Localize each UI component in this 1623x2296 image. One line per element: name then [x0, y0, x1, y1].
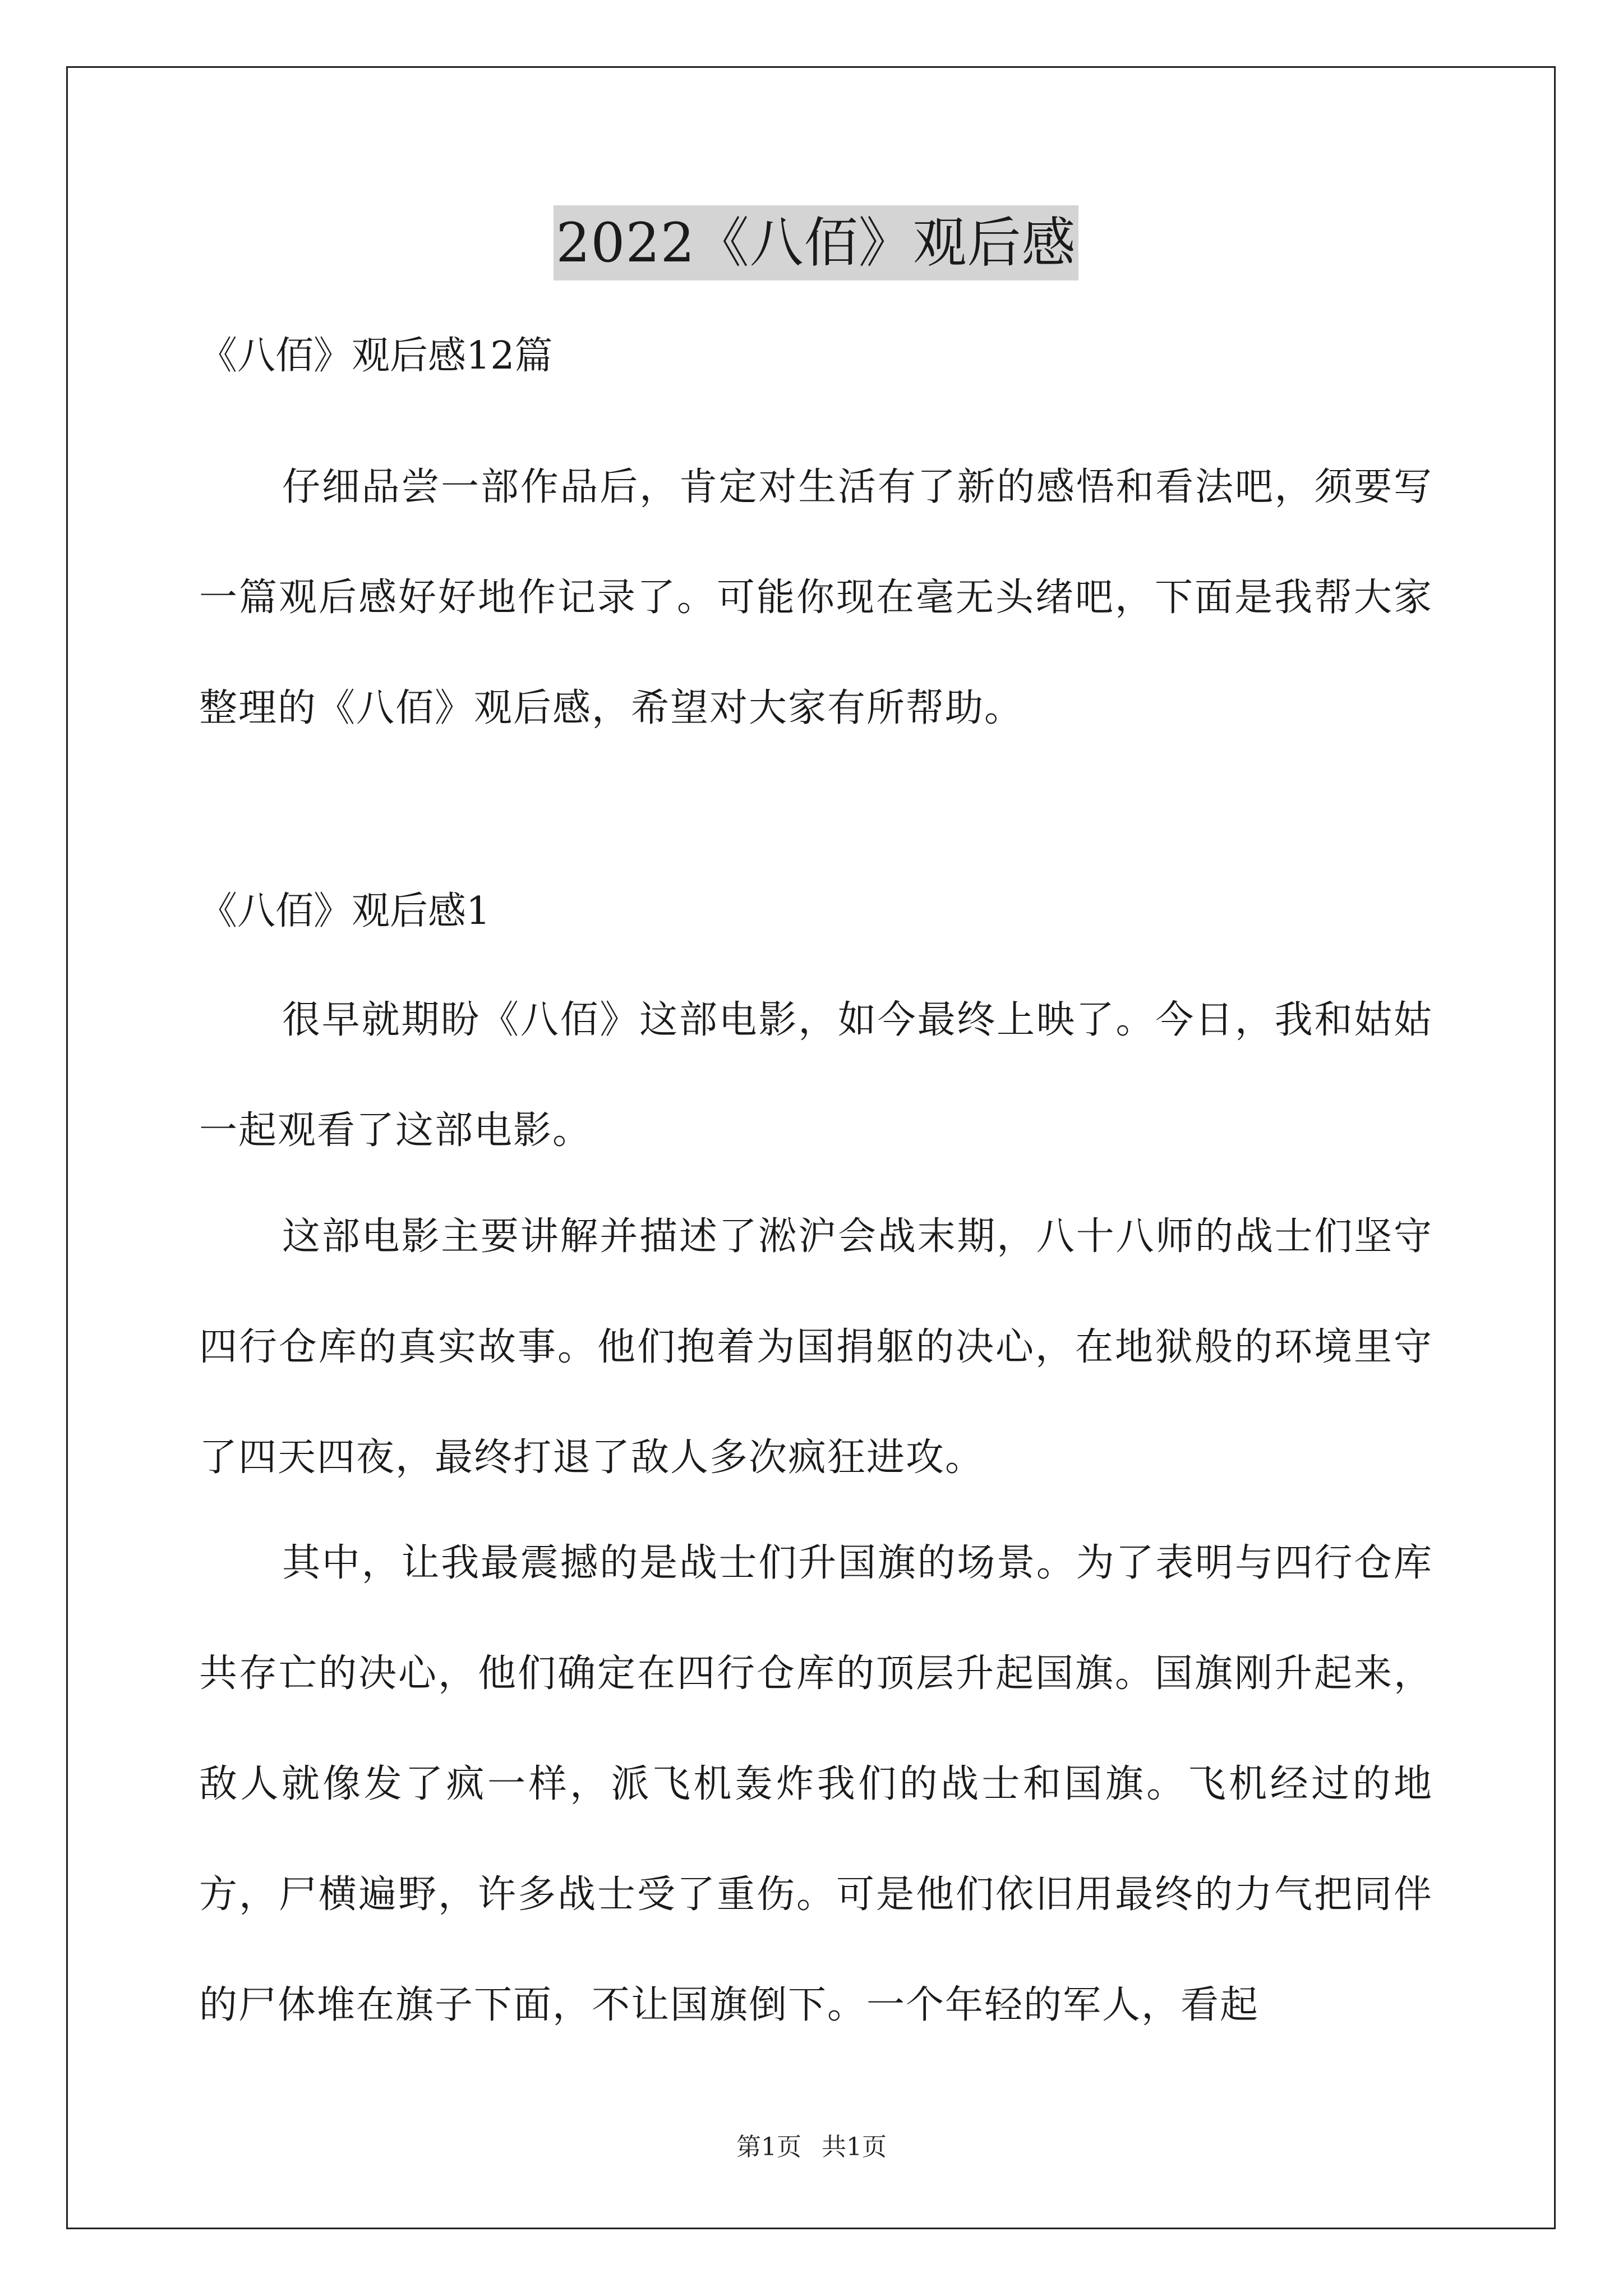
section-heading: 《八佰》观后感1 — [199, 889, 491, 933]
page-number: 第1页 — [736, 2133, 801, 2161]
document-title: 2022《八佰》观后感 — [554, 205, 1078, 280]
body-paragraph: 这部电影主要讲解并描述了淞沪会战末期，八十八师的战士们坚守四行仓库的真实故事。他们抱着为国捐躯的决心，在地狱般的环境里守了四天四夜，最终打退了敌人多次疯狂进攻。 — [199, 1214, 1433, 1480]
title-container — [199, 205, 1433, 280]
intro-paragraph: 仔细品尝一部作品后，肯定对生活有了新的感悟和看法吧，须要写一篇观后感好好地作记录了。可能你现在毫无头绪吧，下面是我帮大家整理的《八佰》观后感，希望对大家有所帮助。 — [199, 465, 1433, 730]
document-subtitle: 《八佰》观后感12篇 — [199, 334, 553, 378]
body-paragraph: 其中，让我最震撼的是战士们升国旗的场景。为了表明与四行仓库共存亡的决心，他们确定在四行仓库的顶层升起国旗。国旗刚升起来，敌人就像发了疯一样，派飞机轰炸我们的战士和国旗。飞机经过的地方，尸横遍野，许多战士受了重伤。可是他们依旧用最终的力气把同伴的尸体堆在旗子下面，不让国旗倒下。一个年轻的军人，看起 — [199, 1541, 1433, 2027]
page-footer — [0, 2132, 1623, 2163]
page-total: 共1页 — [822, 2133, 887, 2161]
body-paragraph: 很早就期盼《八佰》这部电影，如今最终上映了。今日，我和姑姑一起观看了这部电影。 — [199, 998, 1433, 1153]
